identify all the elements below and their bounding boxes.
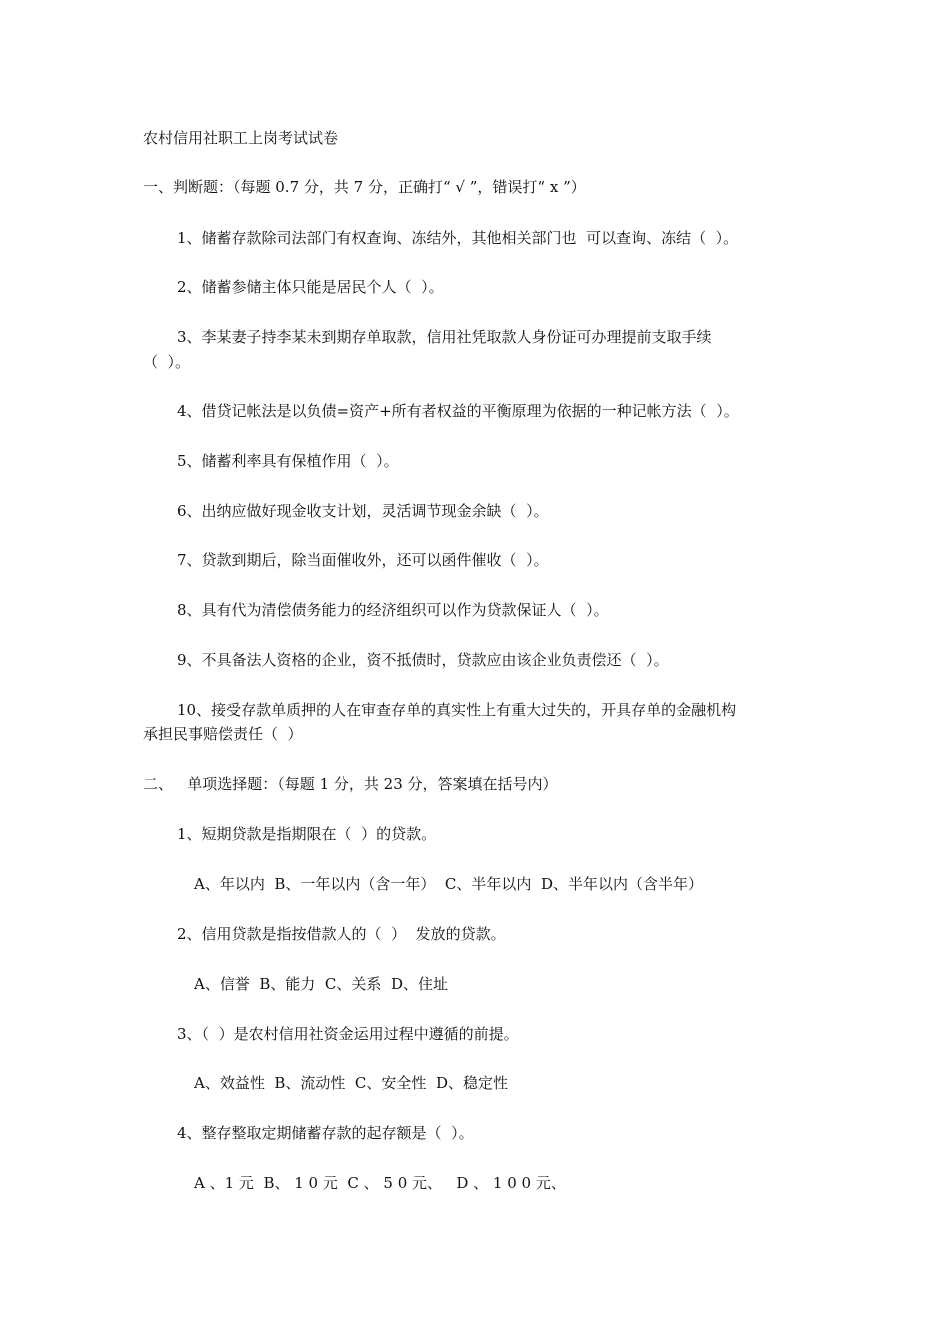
- section2-heading: 二、 单项选择题：（每题 1 分，共 23 分，答案填在括号内）: [143, 775, 558, 793]
- section1-heading: 一、判断题：（每题 0.7 分，共 7 分，正确打“ √ ”，错误打“ x ”）: [143, 178, 586, 196]
- question-item: 2、信用贷款是指按借款人的（ ） 发放的贷款。: [177, 925, 506, 943]
- answer-options: A、信誉 B、能力 C、关系 D、住址: [194, 975, 448, 993]
- question-item: 9、不具备法人资格的企业，资不抵债时，贷款应由该企业负责偿还（ ）。: [177, 651, 669, 669]
- answer-options: A、年以内 B、一年以内（含一年） C、半年以内 D、半年以内（含半年）: [194, 875, 703, 893]
- document-title: 农村信用社职工上岗考试试卷: [143, 129, 339, 147]
- question-item-continuation: （ ）。: [143, 353, 191, 371]
- question-item: 6、出纳应做好现金收支计划，灵活调节现金余缺（ ）。: [177, 502, 549, 520]
- question-item: 7、贷款到期后，除当面催收外，还可以函件催收（ ）。: [177, 551, 549, 569]
- answer-options: A 、1 元 B、 1 0 元 C 、 5 0 元、 D 、 1 0 0 元、: [194, 1174, 566, 1192]
- question-item: 10、接受存款单质押的人在审查存单的真实性上有重大过失的，开具存单的金融机构: [177, 701, 737, 719]
- question-item: 1、储蓄存款除司法部门有权查询、冻结外，其他相关部门也 可以查询、冻结（ ）。: [177, 229, 739, 247]
- question-item-continuation: 承担民事赔偿责任（ ）: [143, 725, 303, 743]
- question-item: 4、整存整取定期储蓄存款的起存额是（ ）。: [177, 1124, 474, 1142]
- question-item: 8、具有代为清偿债务能力的经济组织可以作为贷款保证人（ ）。: [177, 601, 609, 619]
- question-item: 3、李某妻子持李某未到期存单取款，信用社凭取款人身份证可办理提前支取手续: [177, 328, 712, 346]
- question-item: 1、短期贷款是指期限在（ ）的贷款。: [177, 825, 437, 843]
- answer-options: A、效益性 B、流动性 C、安全性 D、稳定性: [194, 1074, 508, 1092]
- question-item: 5、储蓄利率具有保植作用（ ）。: [177, 452, 399, 470]
- question-item: 2、储蓄参储主体只能是居民个人（ ）。: [177, 278, 444, 296]
- question-item: 4、借贷记帐法是以负债=资产+所有者权益的平衡原理为依据的一种记帐方法（ ）。: [177, 402, 739, 420]
- question-item: 3、（ ）是农村信用社资金运用过程中遵循的前提。: [177, 1025, 519, 1043]
